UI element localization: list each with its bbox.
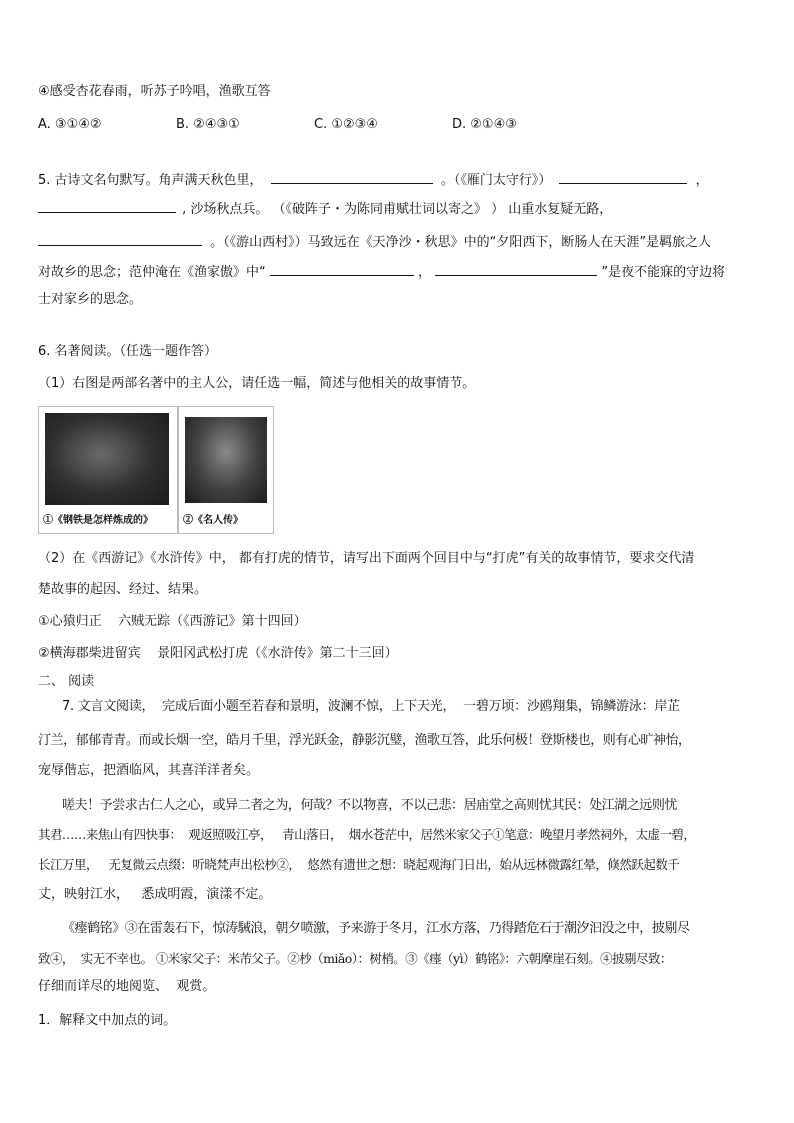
answer-blank[interactable] (435, 262, 597, 276)
q7-line-6: 长江万里， 无复微云点缀：听晓梵声出松杪②， 悠然有遗世之想：晓起观海门日出，始从远林微露红晕，倏然跃起数千 (38, 857, 680, 872)
q7-sub-question-1: 1．解释文中加点的词。 (38, 1013, 177, 1028)
answer-blank[interactable] (270, 262, 414, 276)
q6-item-2: ②横海郡柴进留宾 景阳冈武松打虎（《水浒传》第二十三回） (38, 646, 398, 661)
q6-title: 6. 名著阅读。（任选一题作答） (38, 344, 218, 359)
portrait-photo-1 (45, 413, 169, 505)
q7-line-2: 汀兰，郁郁青青。而或长烟一空，皓月千里，浮光跃金，静影沉璧，渔歌互答，此乐何极！登斯楼也，则有心旷神怡， (38, 733, 691, 748)
figure-caption-2: ②《名人传》 (183, 515, 243, 526)
option-d: D. ②①④③ (452, 117, 517, 132)
q7-line-10: 仔细而详尽的地阅览、 观赏。 (38, 979, 216, 994)
q5-line-3: 。（《游山西村》）马致远在《天净沙・秋思》中的“夕阳西下，断肠人在天涯”是羁旅之人 (38, 232, 711, 252)
answer-blank[interactable] (38, 232, 202, 246)
portrait-photo-2 (185, 417, 267, 503)
q7-line-9: 致④， 实无不幸也。 ①米家父子：米芾父子。②杪（miǎo）：树梢。③《瘗（yì）鹤铭》：六朝摩崖石刻。④披剔尽致： (38, 951, 672, 966)
q5-line-2: , 沙场秋点兵。 （《破阵子・为陈同甫赋壮词以寄之》 ） 山重水复疑无路， (38, 199, 612, 219)
q5-line-1: 5. 古诗文名句默写。角声满天秋色里， 。（《雁门太守行》） ， (38, 170, 709, 190)
q6-sub-1: （1）右图是两部名著中的主人公，请任选一幅，简述与他相关的故事情节。 (38, 376, 476, 391)
option-b: B. ②④③① (176, 117, 240, 132)
figure-frame-1 (38, 406, 178, 534)
q6-sub-2-line-2: 楚故事的起因、经过、结果。 (38, 582, 208, 597)
q7-line-8: 《瘗鹤铭》③在雷轰石下，惊涛駴浪，朝夕喷激，予来游于冬月，江水方落，乃得踏危石于潮汐汩没之中，披剔尽 (62, 921, 690, 936)
q6-item-1: ①心猿归正 六贼无踪（《西游记》第十四回） (38, 614, 307, 629)
answer-blank[interactable] (559, 170, 687, 184)
figure-frame-2 (178, 406, 274, 534)
q7-line-5: 其君……来焦山有四快事： 观返照吸江亭， 青山落日， 烟水苍茫中，居然米家父子①笔意：晚望月孝然祠外，太虚一碧， (38, 827, 696, 842)
q5-line-5: 士对家乡的思念。 (38, 292, 143, 307)
q4-options (38, 116, 738, 134)
answer-blank[interactable] (271, 170, 433, 184)
q7-line-4: 嗟夫！予尝求古仁人之心，或异二者之为，何哉？不以物喜，不以己悲：居庙堂之高则忧其民：处江湖之远则忧 (62, 798, 677, 813)
figure-caption-1: ①《钢铁是怎样炼成的》 (43, 515, 153, 526)
section-title: 二、 阅读 (38, 674, 95, 689)
option-c: C. ①②③④ (314, 117, 378, 132)
q5-line-4: 对故乡的思念；范仲淹在《渔家傲》中“ ， ”是夜不能寐的守边将 (38, 262, 725, 282)
q4-item-4: ④感受杏花春雨，听苏子吟唱，渔歌互答 (38, 84, 271, 99)
answer-blank[interactable] (38, 199, 176, 213)
option-a: A. ③①④② (38, 117, 102, 132)
q6-sub-2-line-1: （2）在《西游记》《水浒传》中， 都有打虎的情节，请写出下面两个回目中与“打虎”有关的故事情节，要求交代清 (38, 551, 695, 566)
q7-line-7: 丈，映射江水， 悉成明霞，演漾不定。 (38, 887, 272, 902)
q7-line-1: 7. 文言文阅读， 完成后面小题至若春和景明，波澜不惊，上下天光， 一碧万顷：沙鸥翔集，锦鳞游泳：岸芷 (62, 699, 680, 714)
q7-line-3: 宠辱偕忘，把酒临风，其喜洋洋者矣。 (38, 763, 260, 778)
